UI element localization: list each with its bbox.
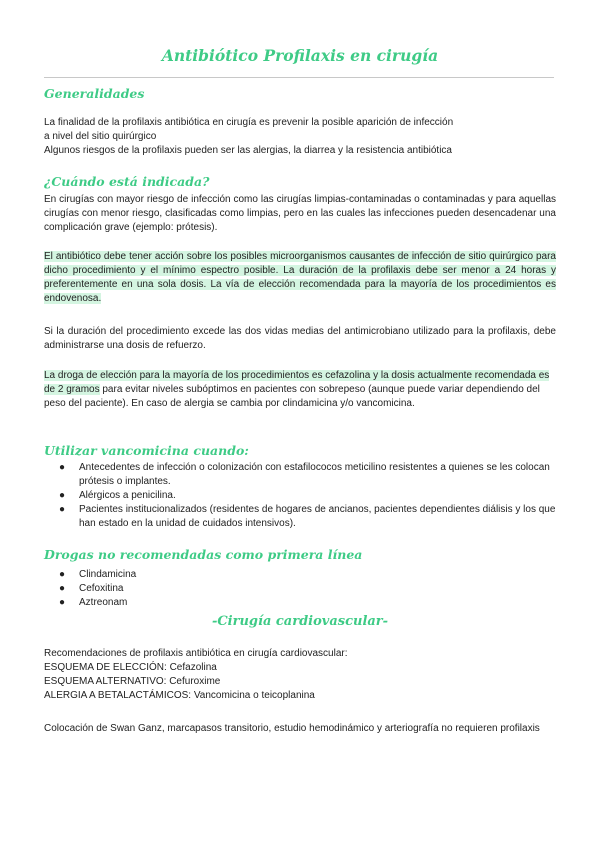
list-item-text: Alérgicos a penicilina. xyxy=(79,490,176,501)
indicada-paragraph-1: En cirugías con mayor riesgo de infección como las cirugías limpias-contaminadas o contaminadas y para aquellas cirugías con menor riesgo, clasificadas como limpias, pero en las cuales las infecciones pueden desencadenar una complicación grave (ejemplo: prótesis). xyxy=(44,194,556,233)
list-item-text: Clindamicina xyxy=(79,569,137,580)
document-title: Antibiótico Profilaxis en cirugía xyxy=(161,46,439,65)
cardio-line: ESQUEMA DE ELECCIÓN: Cefazolina xyxy=(44,662,217,673)
list-item xyxy=(44,503,556,531)
indicada-paragraph-3: Si la duración del procedimiento excede las dos vidas medias del antimicrobiano utilizado para la profilaxis, debe administrarse una dosis de refuerzo. xyxy=(44,326,556,351)
list-item xyxy=(44,489,556,503)
list-item xyxy=(44,582,556,596)
list-item-text: Antecedentes de infección o colonización con estafilococos meticilino resistentes a quienes se les colocan prótesis o implantes. xyxy=(79,462,550,487)
generalidades-line: a nivel del sitio quirúrgico xyxy=(44,131,157,142)
cardio-note: Colocación de Swan Ganz, marcapasos transitorio, estudio hemodinámico y arteriografía no requieren profilaxis xyxy=(44,723,540,734)
heading-generalidades: Generalidades xyxy=(44,86,145,101)
generalidades-line: La finalidad de la profilaxis antibiótica en cirugía es prevenir la posible aparición de infección xyxy=(44,117,454,128)
list-item xyxy=(44,596,556,610)
paragraph-text: para evitar niveles subóptimos en pacientes con sobrepeso (aunque puede variar dependiendo del peso del paciente). En caso de alergia se cambia por clindamicina y/o vancomicina. xyxy=(44,384,540,409)
list-item xyxy=(44,568,556,582)
vancomicina-list xyxy=(44,461,556,531)
list-item-text: Aztreonam xyxy=(79,597,128,608)
bullet-icon: ● xyxy=(59,569,66,580)
heading-vancomicina: Utilizar vancomicina cuando: xyxy=(44,443,249,458)
list-item xyxy=(44,461,556,489)
list-item-text: Pacientes institucionalizados (residentes de hogares de ancianos, pacientes dependientes diálisis y los que han estado en la unidad de cuidados intensivos). xyxy=(79,504,556,529)
title-divider xyxy=(44,77,554,78)
heading-cirugia-cardiovascular: -Cirugía cardiovascular- xyxy=(211,614,389,629)
bullet-icon: ● xyxy=(59,504,66,515)
highlighted-text: El antibiótico debe tener acción sobre los posibles microorganismos causantes de infección de sitio quirúrgico para dicho procedimiento y el mínimo espectro posible. La duración de la profilaxis debe ser menor a 24 horas y preferentemente en una sola dosis. La vía de elección recomendada para la mayoría de los procedimientos es endovenosa. xyxy=(44,251,556,304)
bullet-icon: ● xyxy=(59,597,66,608)
heading-no-recomendadas: Drogas no recomendadas como primera línea xyxy=(44,547,363,562)
bullet-icon: ● xyxy=(59,490,66,501)
no-recomendadas-list xyxy=(44,568,556,610)
generalidades-text xyxy=(44,116,556,158)
bullet-icon: ● xyxy=(59,583,66,594)
highlighted-text: La droga de elección para la mayoría de los procedimientos es cefazolina y la dosis actualmente recomendada es de 2 gramos xyxy=(44,370,550,395)
cardio-line: ALERGIA A BETALACTÁMICOS: Vancomicina o teicoplanina xyxy=(44,690,315,701)
bullet-icon: ● xyxy=(59,462,66,473)
indicada-paragraph-4 xyxy=(44,369,556,411)
indicada-paragraph-2 xyxy=(44,250,556,306)
cardio-line: Recomendaciones de profilaxis antibiótica en cirugía cardiovascular: xyxy=(44,648,348,659)
cardio-recommendations xyxy=(44,647,556,703)
heading-cuando-indicada: ¿Cuándo está indicada? xyxy=(44,174,210,189)
generalidades-line: Algunos riesgos de la profilaxis pueden ser las alergias, la diarrea y la resistencia antibiótica xyxy=(44,145,452,156)
cardio-line: ESQUEMA ALTERNATIVO: Cefuroxime xyxy=(44,676,221,687)
list-item-text: Cefoxitina xyxy=(79,583,124,594)
